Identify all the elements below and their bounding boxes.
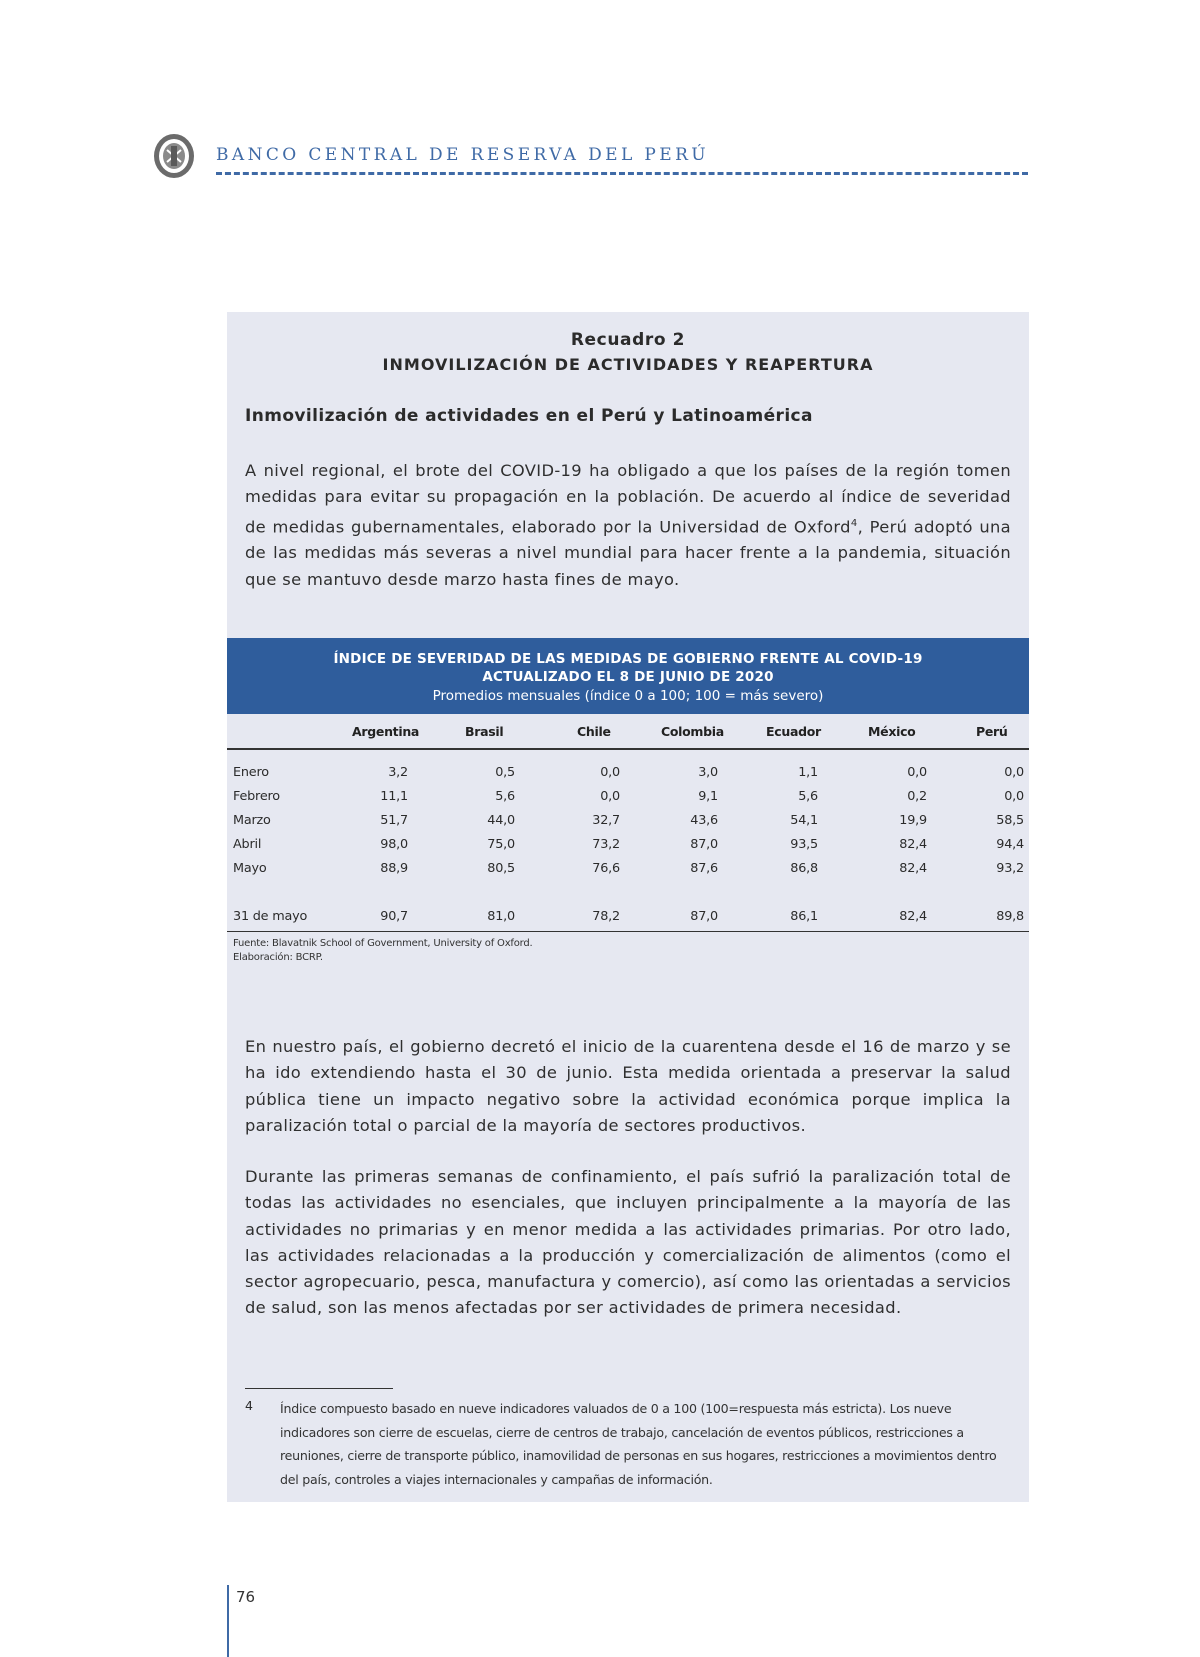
recuadro-box (227, 312, 1029, 1502)
table-cell: 81,0 (487, 909, 515, 924)
page-number: 76 (236, 1588, 256, 1606)
table-cell: 80,5 (487, 861, 515, 876)
table-cell: 44,0 (487, 813, 515, 828)
bcrp-logo-icon (152, 132, 196, 180)
table-cell: 98,0 (380, 837, 408, 852)
table-cell: 3,0 (698, 765, 718, 780)
column-header: Perú (976, 724, 1008, 739)
table-header-rule (227, 748, 1029, 750)
table-cell: 43,6 (690, 813, 718, 828)
row-label: Abril (233, 837, 262, 852)
paragraph-3: Durante las primeras semanas de confinamiento, el país sufrió la paralización total de todas las actividades no esenciales, que incluyen principalmente a la mayoría de las actividades no primarias y en menor medida a las actividades primarias. Por otro lado, las actividades relacionadas a la producción y comercialización de alimentos (como el sector agropecuario, pesca, manufactura y comercio), así como las orientadas a servicios de salud, son las menos afectadas por ser actividades de primera necesidad. (245, 1167, 1011, 1318)
table-cell: 51,7 (380, 813, 408, 828)
table-cell: 0,5 (495, 765, 515, 780)
column-header: México (868, 724, 916, 739)
row-label: Enero (233, 765, 269, 780)
page-number-rule (227, 1585, 229, 1657)
table-title-date: ACTUALIZADO EL 8 DE JUNIO DE 2020 (482, 669, 774, 685)
table-cell: 75,0 (487, 837, 515, 852)
box-subtitle: INMOVILIZACIÓN DE ACTIVIDADES Y REAPERTURA (382, 355, 874, 374)
row-label: Febrero (233, 789, 280, 804)
row-label: Marzo (233, 813, 271, 828)
header-divider (216, 172, 1028, 175)
table-cell: 0,0 (1004, 789, 1024, 804)
table-cell: 0,0 (600, 765, 620, 780)
table-cell: 54,1 (790, 813, 818, 828)
table-title: ÍNDICE DE SEVERIDAD DE LAS MEDIDAS DE GOBIERNO FRENTE AL COVID-19 (333, 651, 923, 667)
bank-name: BANCO CENTRAL DE RESERVA DEL PERÚ (216, 145, 710, 165)
table-cell: 0,0 (907, 765, 927, 780)
paragraph-1-text-b: , Perú adoptó una de las medidas más severas a nivel mundial para hacer frente a la pandemia, situación que se mantuvo desde marzo hasta fines de mayo. (245, 517, 1011, 589)
table-bottom-rule (227, 931, 1029, 932)
table-cell: 73,2 (592, 837, 620, 852)
table-cell: 11,1 (380, 789, 408, 804)
table-cell: 87,0 (690, 837, 718, 852)
table-cell: 87,0 (690, 909, 718, 924)
column-header: Colombia (661, 724, 724, 739)
table-cell: 93,5 (790, 837, 818, 852)
table-cell: 93,2 (996, 861, 1024, 876)
table-cell: 78,2 (592, 909, 620, 924)
footnote-number: 4 (245, 1398, 253, 1413)
table-source: Fuente: Blavatnik School of Government, University of Oxford. (233, 938, 533, 949)
column-header: Chile (577, 724, 611, 739)
table-elaboration: Elaboración: BCRP. (233, 952, 323, 963)
column-header: Brasil (465, 724, 504, 739)
table-cell: 90,7 (380, 909, 408, 924)
table-cell: 9,1 (698, 789, 718, 804)
table-subtitle: Promedios mensuales (índice 0 a 100; 100 = más severo) (432, 688, 824, 704)
table-cell: 82,4 (899, 861, 927, 876)
column-header: Argentina (352, 724, 420, 739)
table-cell: 94,4 (996, 837, 1024, 852)
row-label: Mayo (233, 861, 267, 876)
table-cell: 86,8 (790, 861, 818, 876)
footnote-reference[interactable]: 4 (850, 517, 858, 529)
row-label: 31 de mayo (233, 909, 308, 924)
table-cell: 32,7 (592, 813, 620, 828)
column-header: Ecuador (766, 724, 821, 739)
table-cell: 89,8 (996, 909, 1024, 924)
table-header-band (227, 638, 1029, 714)
table-cell: 82,4 (899, 909, 927, 924)
table-cell: 0,2 (907, 789, 927, 804)
table-cell: 86,1 (790, 909, 818, 924)
table-cell: 58,5 (996, 813, 1024, 828)
box-title: Recuadro 2 (570, 330, 686, 350)
table-cell: 0,0 (1004, 765, 1024, 780)
table-cell: 5,6 (495, 789, 515, 804)
table-cell: 87,6 (690, 861, 718, 876)
table-cell: 3,2 (388, 765, 408, 780)
table-cell: 1,1 (798, 765, 818, 780)
table-cell: 5,6 (798, 789, 818, 804)
table-cell: 19,9 (899, 813, 927, 828)
table-cell: 0,0 (600, 789, 620, 804)
table-cell: 76,6 (592, 861, 620, 876)
paragraph-1 (245, 458, 1011, 593)
footnote-text: Índice compuesto basado en nueve indicadores valuados de 0 a 100 (100=respuesta más estricta). Los nueve indicadores son cierre de escuelas, cierre de centros de trabajo, cancelación de eventos públicos, restricciones a reuniones, cierre de transporte público, inamovilidad de personas en sus hogares, restricciones a movimientos dentro del país, controles a viajes internacionales y campañas de información. (280, 1401, 997, 1487)
table-cell: 88,9 (380, 861, 408, 876)
footnote-divider (245, 1388, 393, 1389)
paragraph-2: En nuestro país, el gobierno decretó el inicio de la cuarentena desde el 16 de marzo y se ha ido extendiendo hasta el 30 de junio. Esta medida orientada a preservar la salud pública tiene un impacto negativo sobre la actividad económica porque implica la paralización total o parcial de la mayoría de sectores productivos. (245, 1037, 1011, 1135)
section-heading: Inmovilización de actividades en el Perú y Latinoamérica (245, 406, 813, 426)
paragraph-1-text-a: A nivel regional, el brote del COVID-19 ha obligado a que los países de la región tomen medidas para evitar su propagación en la población. De acuerdo al índice de severidad de medidas gubernamentales, elaborado por la Universidad de Oxford (245, 461, 1011, 537)
table-cell: 82,4 (899, 837, 927, 852)
